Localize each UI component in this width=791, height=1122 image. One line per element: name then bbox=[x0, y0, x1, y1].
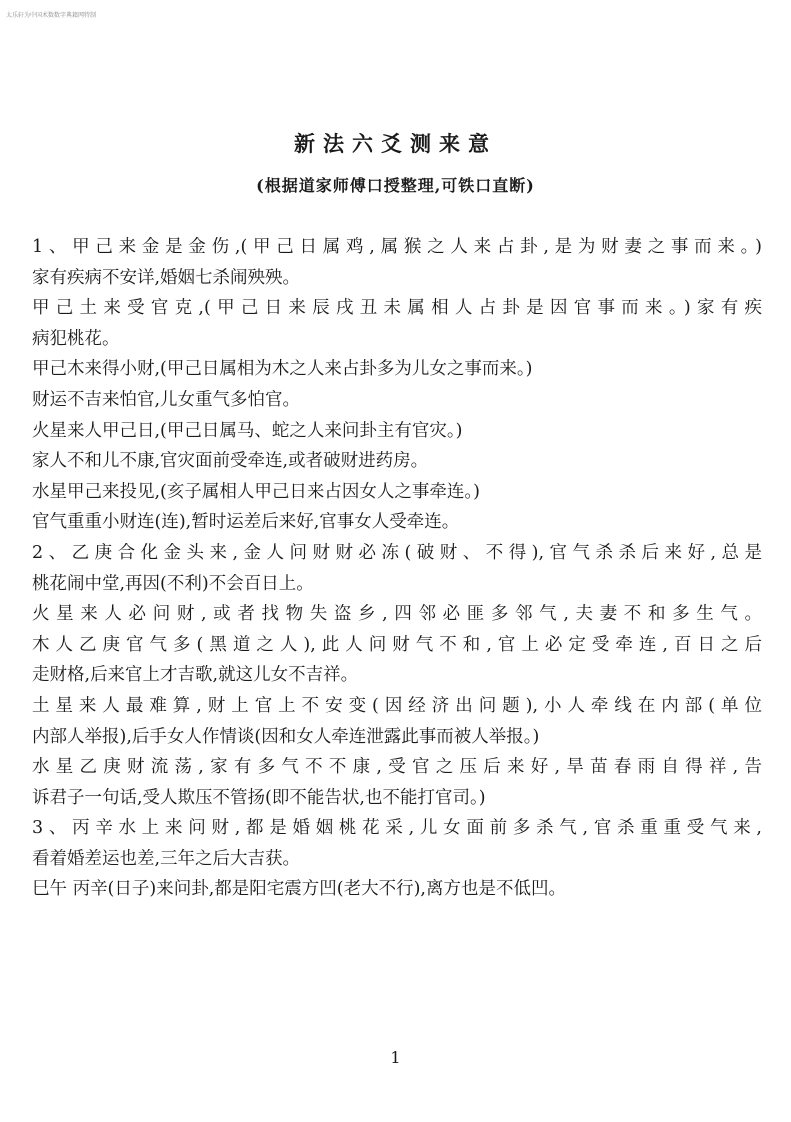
text-line: 水星甲己来投见,(亥子属相人甲己日来占因女人之事牵连。) bbox=[32, 481, 480, 502]
text-line: 官气重重小财连(连),暂时运差后来好,官事女人受牵连。 bbox=[32, 512, 460, 533]
text-line: 内部人举报),后手女人作情谈(因和女人牵连泄露此事而被人举报。) bbox=[32, 726, 540, 747]
text-line: 巳午 丙辛(日子)来问卦,都是阳宅震方凹(老大不行),离方也是不低凹。 bbox=[32, 879, 566, 900]
text-line: 火星来人甲己日,(甲己日属马、蛇之人来问卦主有官灾。) bbox=[32, 420, 463, 441]
text-line: 走财格,后来官上才吉歌,就这儿女不吉祥。 bbox=[32, 665, 359, 686]
text-line: 甲己木来得小财,(甲己日属相为木之人来占卦多为儿女之事而来。) bbox=[32, 359, 533, 380]
text-line: 水星乙庚财流荡,家有多气不不康,受官之压后来好,旱苗春雨自得祥,告 bbox=[32, 757, 762, 778]
document-title: 新法六爻测来意 bbox=[294, 132, 497, 156]
watermark: 太乐轩为中国术数数字典籍网特制 bbox=[6, 12, 97, 19]
text-line: 诉君子一句话,受人欺压不管扬(即不能告状,也不能打官司。) bbox=[32, 787, 486, 808]
text-line: 看着婚差运也差,三年之后大吉获。 bbox=[32, 848, 301, 869]
text-line: 财运不吉来怕官,儿女重气多怕官。 bbox=[32, 389, 301, 410]
text-line: 家人不和儿不康,官灾面前受牵连,或者破财进药房。 bbox=[32, 451, 429, 472]
text-line: 2、乙庚合化金头来,金人问财财必冻(破财、不得),官气杀杀后来好,总是 bbox=[32, 542, 762, 563]
text-line: 家有疾病不安详,婚姻七杀闹殃殃。 bbox=[32, 267, 301, 288]
document-body bbox=[32, 232, 762, 905]
text-line: 木人乙庚官气多(黑道之人),此人问财气不和,官上必定受牵连,百日之后 bbox=[32, 634, 762, 655]
page-number: 1 bbox=[390, 1048, 401, 1067]
text-line: 桃花闹中堂,再因(不利)不会百日上。 bbox=[32, 573, 314, 594]
text-line: 甲己土来受官克,(甲己日来辰戌丑未属相人占卦是因官事而来。)家有疾 bbox=[32, 298, 762, 319]
document-subtitle: (根据道家师傅口授整理,可铁口直断) bbox=[256, 176, 535, 195]
text-line: 1、甲己来金是金伤,(甲己日属鸡,属猴之人来占卦,是为财妻之事而来。) bbox=[32, 237, 762, 257]
text-line: 土星来人最难算,财上官上不安变(因经济出问题),小人牵线在内部(单位 bbox=[32, 695, 762, 716]
text-line: 3、丙辛水上来问财,都是婚姻桃花采,儿女面前多杀气,官杀重重受气来, bbox=[32, 818, 762, 839]
text-line: 火星来人必问财,或者找物失盗乡,四邻必匪多邻气,夫妻不和多生气。 bbox=[32, 604, 762, 625]
text-line: 病犯桃花。 bbox=[32, 328, 120, 349]
